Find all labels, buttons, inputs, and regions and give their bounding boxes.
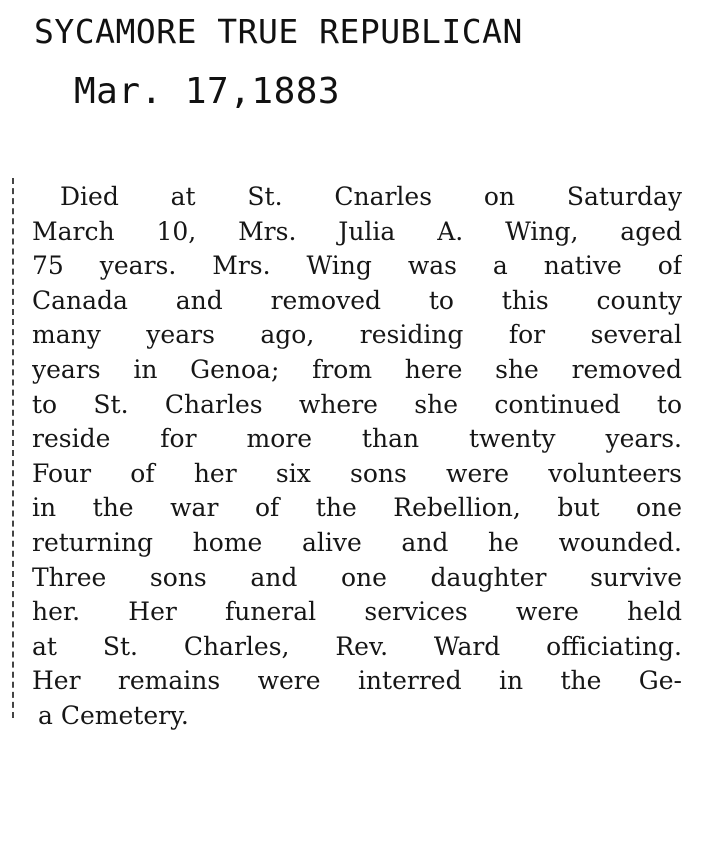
article-line: Her remains were interred in the Ge-	[32, 666, 682, 696]
column-rule	[12, 178, 14, 718]
obituary-article	[32, 180, 682, 734]
article-line: reside for more than twenty years.	[32, 424, 682, 454]
article-line: returning home alive and he wounded.	[32, 527, 682, 557]
article-line: years in Genoa; from here she removed	[32, 354, 682, 384]
newspaper-name: SYCAMORE TRUE REPUBLICAN	[34, 12, 523, 51]
article-line: Four of her six sons were volunteers	[32, 458, 682, 488]
article-line: Died at St. Cnarles on Saturday	[60, 182, 682, 211]
article-line: Canada and removed to this county	[32, 285, 682, 315]
article-line: her. Her funeral services were held	[32, 597, 682, 627]
article-line: a Cemetery.	[38, 700, 189, 730]
article-line: in the war of the Rebellion, but one	[32, 493, 682, 523]
article-line: March 10, Mrs. Julia A. Wing, aged	[32, 216, 682, 246]
article-line: to St. Charles where she continued to	[32, 389, 682, 419]
publication-date: Mar. 17,1883	[74, 71, 341, 112]
article-line: 75 years. Mrs. Wing was a native of	[32, 251, 682, 281]
article-line: at St. Charles, Rev. Ward officiating.	[32, 631, 682, 661]
article-line: many years ago, residing for several	[32, 320, 682, 350]
article-line: Three sons and one daughter survive	[32, 562, 682, 592]
